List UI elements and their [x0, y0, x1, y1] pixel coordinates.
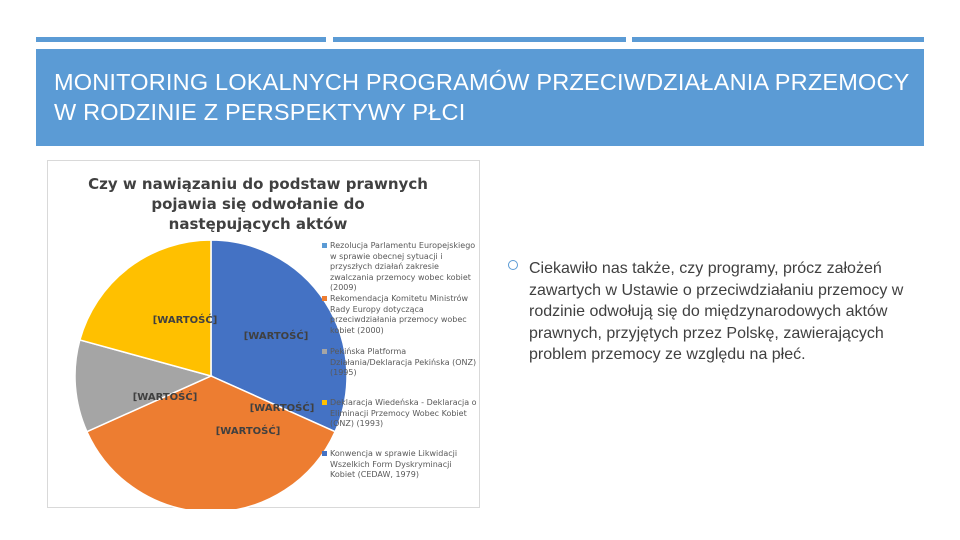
- bullet-circle-icon: [508, 260, 518, 270]
- data-label: [WARTOŚĆ]: [215, 426, 281, 437]
- chart-title: Czy w nawiązaniu do podstaw prawnych pojawia się odwołanie do następujących aktów: [88, 175, 428, 233]
- legend-label: Rekomendacja Komitetu Ministrów Rady Europy dotycząca przeciwdziałania przemocy wobec kobiet (2000): [330, 294, 469, 335]
- pie-chart: [47, 160, 480, 508]
- legend-swatch: [322, 400, 327, 405]
- data-label: [WARTOŚĆ]: [243, 331, 309, 342]
- legend-swatch: [322, 451, 327, 456]
- title-bar: [36, 49, 924, 146]
- legend-item: [330, 398, 478, 430]
- data-label: [WARTOŚĆ]: [152, 315, 218, 326]
- top-accent-line: [36, 37, 326, 42]
- top-accent-line: [333, 37, 626, 42]
- legend-label: Konwencja w sprawie Likwidacji Wszelkich Form Dyskryminacji Kobiet (CEDAW, 1979): [330, 449, 458, 479]
- legend-label: Deklaracja Wiedeńska - Deklaracja o Eliminacji Przemocy Wobec Kobiet (ONZ) (1993): [330, 398, 477, 428]
- legend-item: [330, 347, 478, 379]
- legend-item: [330, 449, 478, 481]
- data-label: [WARTOŚĆ]: [249, 403, 315, 414]
- legend-item: [330, 241, 478, 294]
- top-accent-line: [632, 37, 924, 42]
- legend-swatch: [322, 296, 327, 301]
- slide-title: MONITORING LOKALNYCH PROGRAMÓW PRZECIWDZIAŁANIA PRZEMOCY W RODZINIE Z PERSPEKTYWY PŁCI: [54, 69, 910, 125]
- legend-label: Rezolucja Parlamentu Europejskiego w sprawie obecnej sytuacji i przyszłych działań zakresie zwalczania przemocy wobec kobiet (2009): [330, 241, 476, 292]
- legend-label: Pekińska Platforma Działania/Deklaracja Pekińska (ONZ) (1995): [330, 347, 477, 377]
- bullet-text: Ciekawiło nas także, czy programy, prócz założeń zawartych w Ustawie o przeciwdziałaniu przemocy w rodzinie odwołują się do międzynarodowych aktów prawnych, przyjętych przez Polskę, zawierających problem przemocy ze względu na płeć.: [529, 260, 904, 363]
- legend-swatch: [322, 349, 327, 354]
- data-label: [WARTOŚĆ]: [132, 392, 198, 403]
- legend-swatch: [322, 243, 327, 248]
- legend-item: [330, 294, 478, 336]
